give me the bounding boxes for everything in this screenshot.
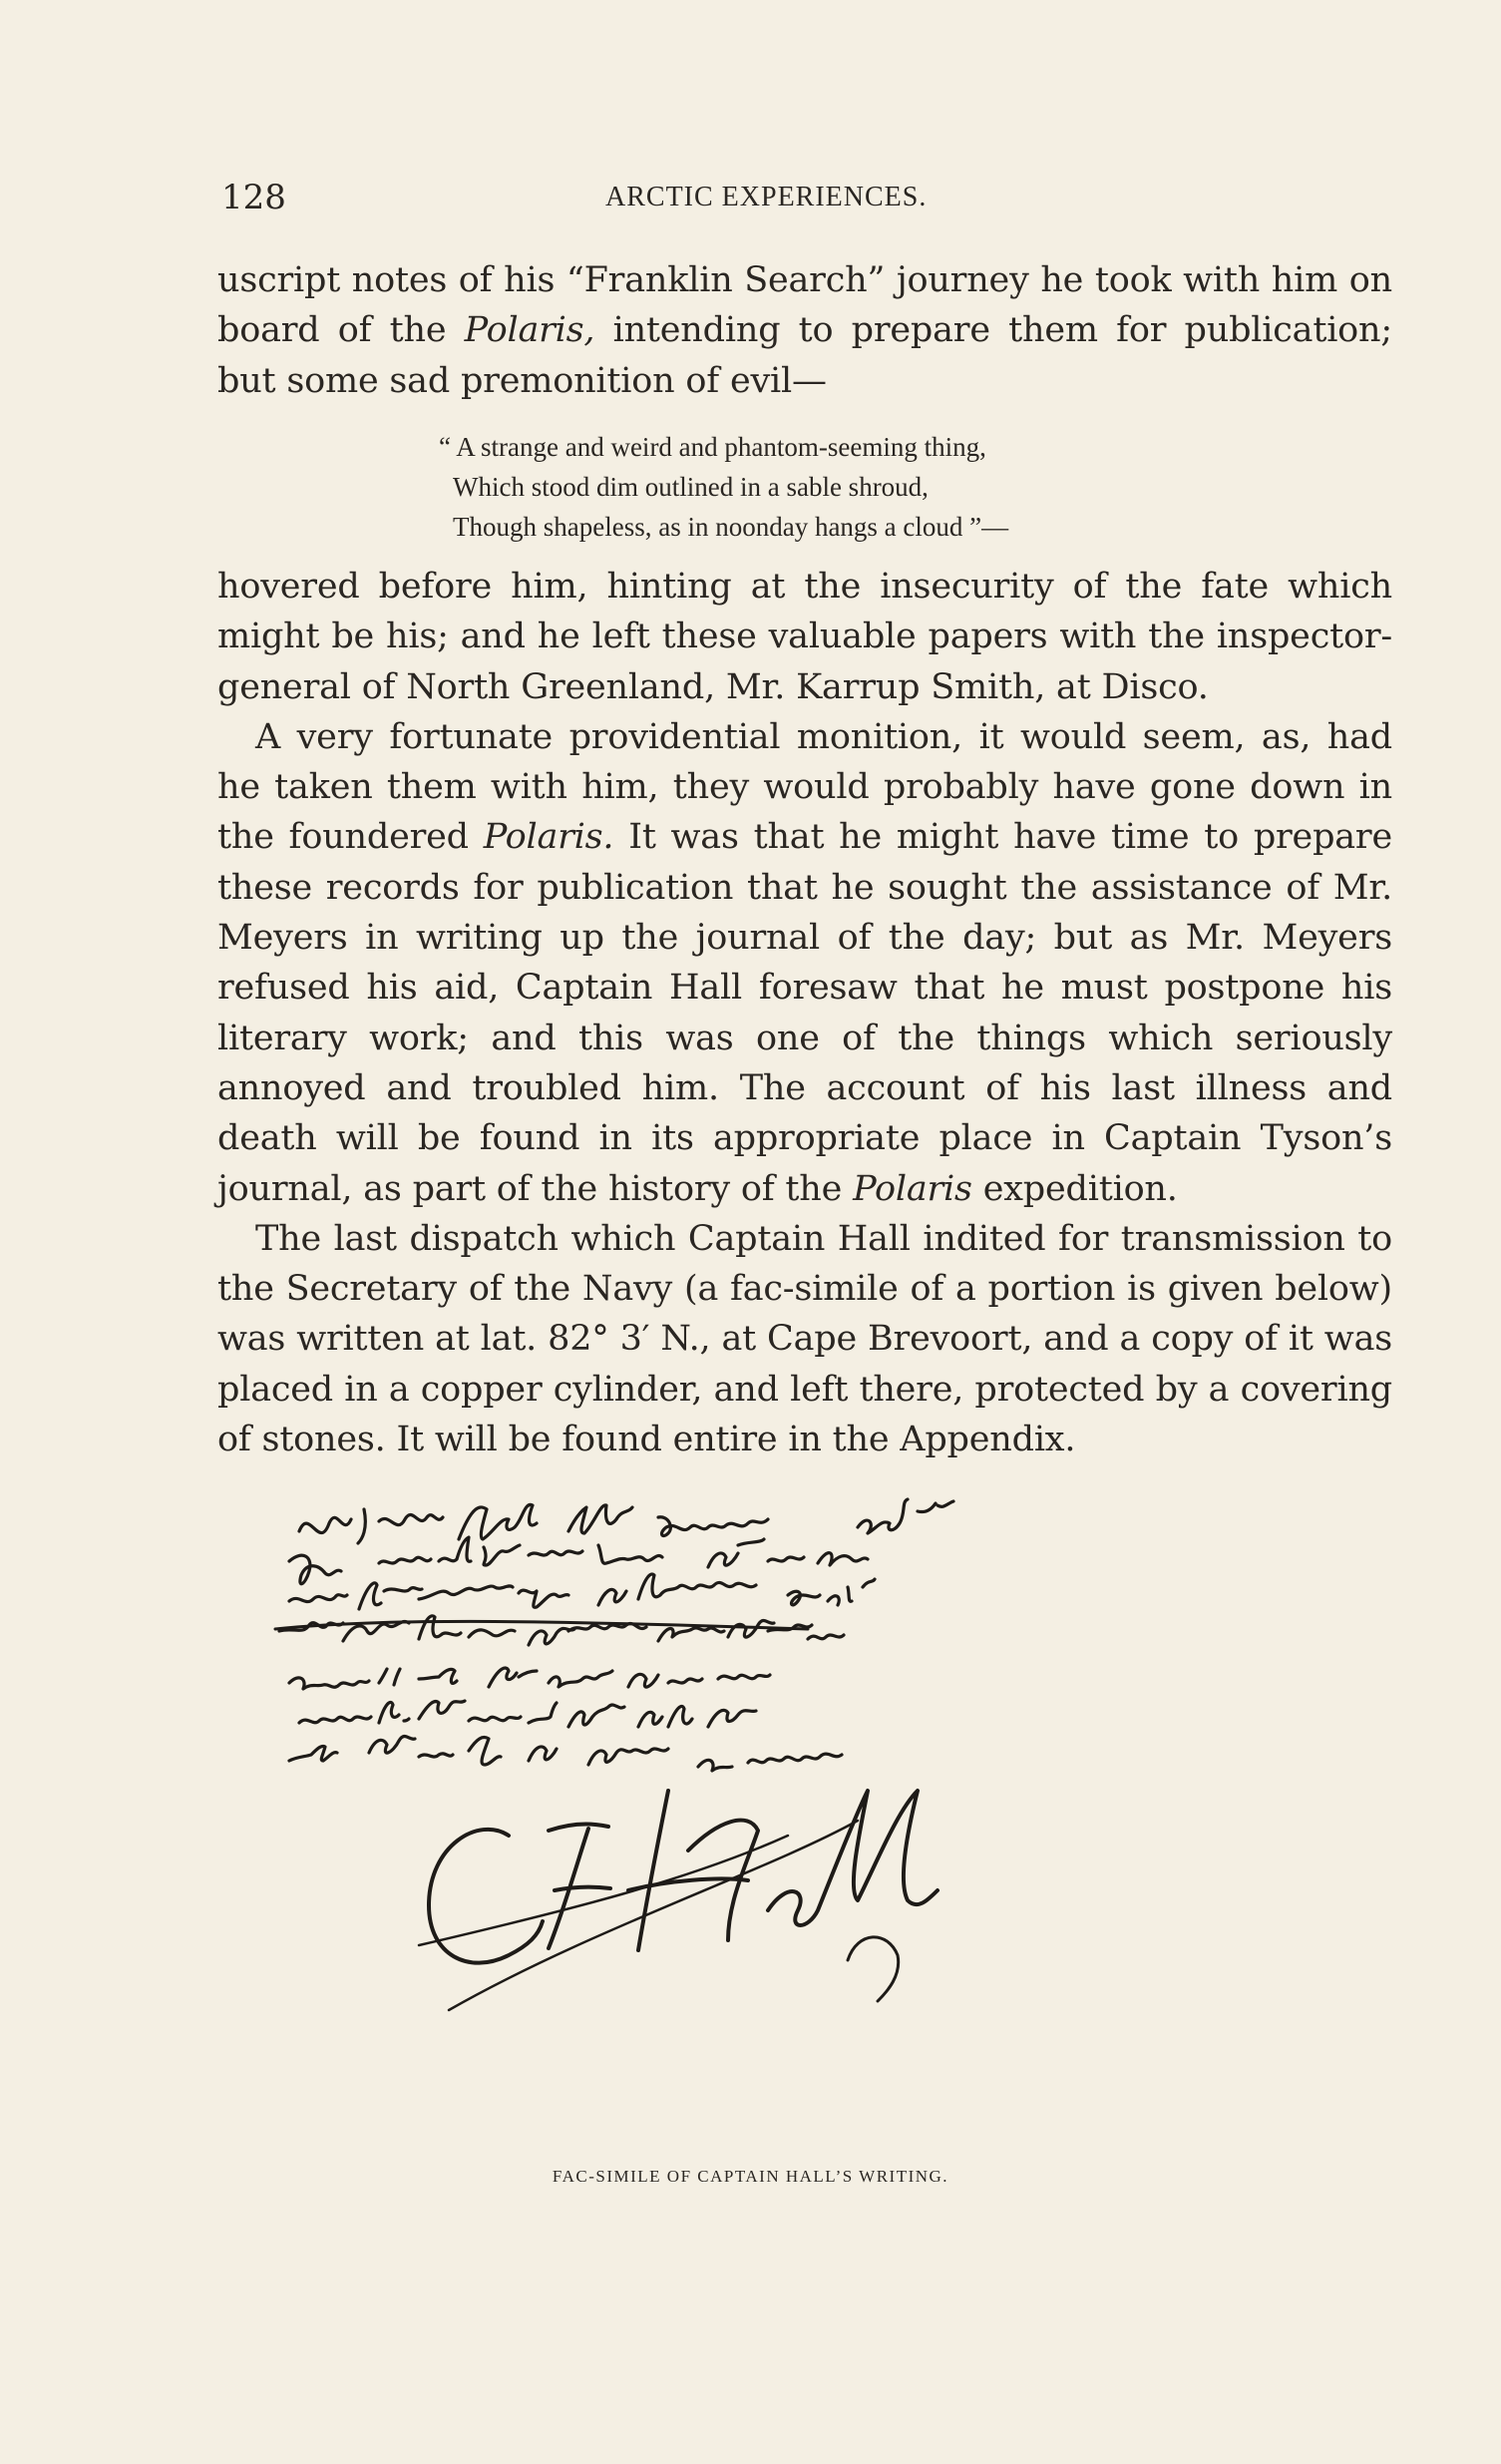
page-header (221, 178, 1393, 217)
poem-line-1: “ A strange and weird and phantom-seeming thing, (439, 432, 986, 462)
running-head: ARCTIC EXPERIENCES. (605, 182, 928, 212)
main-text (217, 562, 1392, 1464)
paragraph-1 (217, 255, 1392, 406)
script-line-6 (299, 1701, 756, 1727)
script-line-4 (279, 1616, 844, 1645)
captain-hall-signature (419, 1791, 938, 2010)
signature-flourish (419, 1821, 858, 2010)
page-number: 128 (221, 178, 286, 217)
paragraph-1-text-b: intending to prepare them for publication; but some sad premonition of evil— (217, 310, 1392, 401)
script-line-1 (299, 1499, 953, 1543)
script-line-7 (289, 1736, 842, 1771)
script-line-5 (289, 1668, 770, 1689)
signature-letter-c (429, 1830, 543, 1963)
paragraph-3-text-b: It was that he might have time to prepare these records for publication that he sought the assistance of Mr. Meyers in writing up the journal of the day; but as Mr. Meyers refused his aid, Captain Hall foresaw that he must postpone his literary work; and this was one of the things which seriously annoyed and troubled him. The account of his last illness and death will be found in its appropriate place in Captain Tyson’s journal, as part of the history of the (217, 817, 1392, 1209)
signature-letter-h (628, 1791, 758, 1950)
script-line-3 (289, 1574, 875, 1609)
paragraph-2: hovered before him, hinting at the insecurity of the fate which might be his; and he left these valuable papers with the inspector-general of North Greenland, Mr. Karrup Smith, at Disco. (217, 567, 1392, 707)
poem-quotation (439, 427, 1008, 547)
poem-line-3: Though shapeless, as in noonday hangs a cloud ”— (453, 512, 1009, 542)
paragraph-3-ship-name-1: Polaris. (483, 817, 614, 858)
paragraph-3-text-c: expedition. (971, 1168, 1178, 1209)
paragraph-3-ship-name-2: Polaris (853, 1168, 972, 1209)
signature-letters-all (768, 1791, 938, 1925)
signature-letter-f (549, 1825, 610, 1949)
paragraph-continued (217, 255, 1392, 406)
script-line-2 (289, 1537, 868, 1584)
poem-line-2: Which stood dim outlined in a sable shroud, (453, 472, 929, 502)
paragraph-4: The last dispatch which Captain Hall indited for transmission to the Secretary of the Navy (a fac-simile of a portion is given below) was written at lat. 82° 3′ N., at Cape Brevoort, and a copy of it was placed in a copper cylinder, and left there, protected by a covering of stones. It will be found entire in the Appendix. (217, 1218, 1392, 1460)
signature-tail (848, 1937, 899, 2001)
paragraph-1-ship-name: Polaris, (464, 310, 595, 351)
paragraph-3-text-a: A very fortunate providential monition, it would seem, as, had he taken them with him, they would probably have gone down in the foundered (217, 716, 1392, 858)
figure-caption: FAC-SIMILE OF CAPTAIN HALL’S WRITING. (552, 2167, 949, 2186)
handwritten-lines (275, 1499, 953, 1771)
handwriting-facsimile (269, 1491, 1376, 2150)
paragraph-1-text-a: uscript notes of his “Franklin Search” journey he took with him on board of the (217, 260, 1392, 351)
paragraph-3 (217, 712, 1392, 1214)
